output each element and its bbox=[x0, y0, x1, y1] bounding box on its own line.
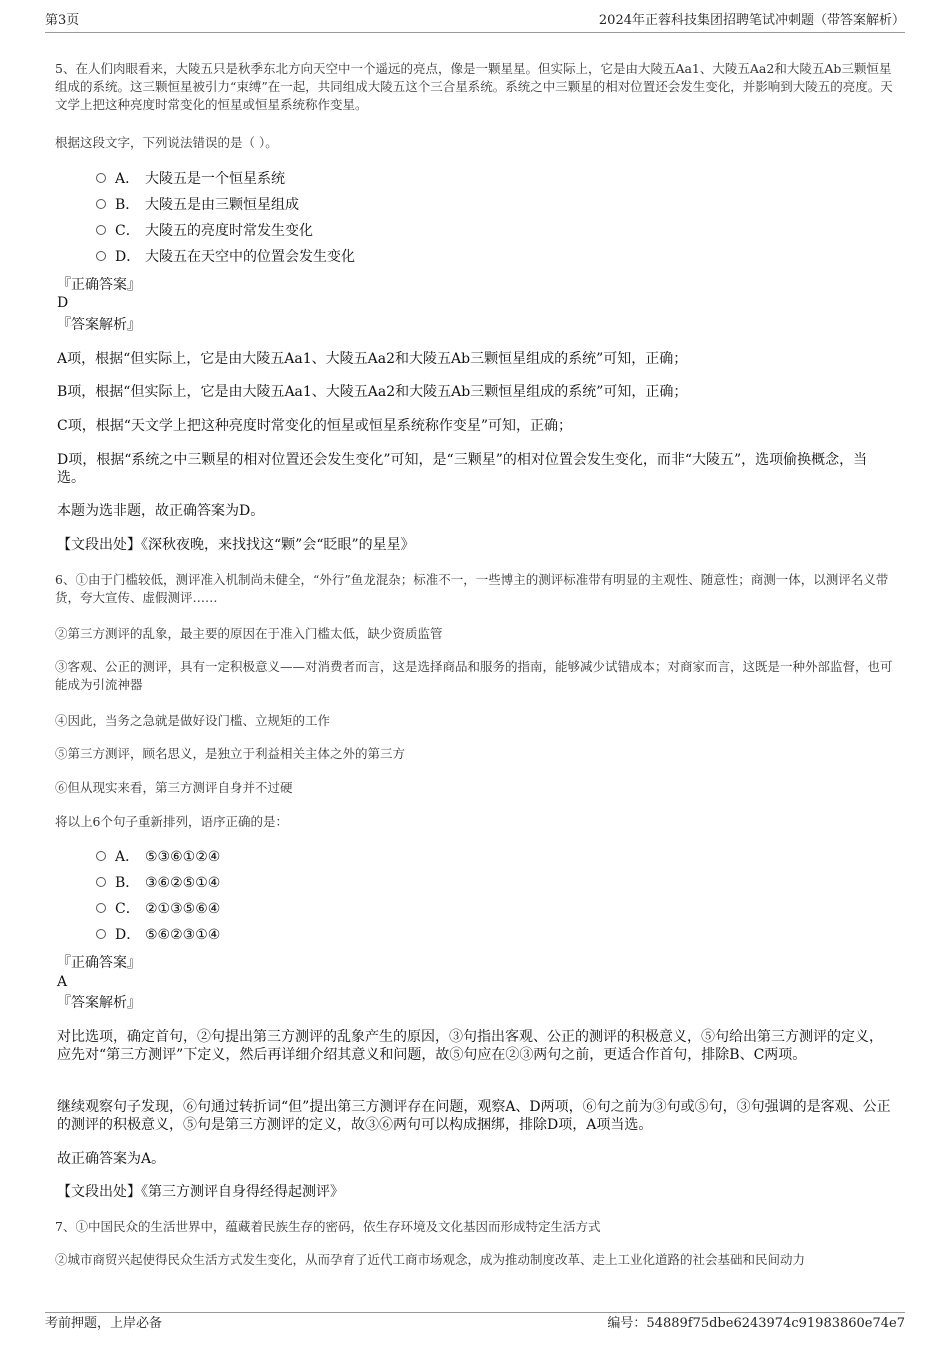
radio-icon[interactable] bbox=[96, 251, 106, 261]
q5-question: 根据这段文字，下列说法错误的是（ ）。 bbox=[55, 135, 278, 150]
q5-source: 【文段出处】《深秋夜晚，来找找这“颗”会“眨眼”的星星》 bbox=[57, 537, 415, 553]
page-number: 第3页 bbox=[45, 13, 80, 28]
q5-analysis-c: C项，根据“天文学上把这种亮度时常变化的恒星或恒星系统称作变星”可知，正确； bbox=[57, 418, 573, 434]
q6-sentence-4: ④因此，当务之急就是做好设门槛、立规矩的工作 bbox=[55, 713, 331, 728]
q6-sentence-6: ⑥但从现实来看，第三方测评自身并不过硬 bbox=[55, 780, 293, 795]
q5-option-d[interactable]: D． 大陵五在天空中的位置会发生变化 bbox=[96, 247, 355, 267]
q6-analysis-label: 『答案解析』 bbox=[57, 995, 141, 1011]
q5-stem: 5、在人们肉眼看来，大陵五只是秋季东北方向天空中一个遥远的亮点，像是一颗星星。但实际上，它是由大陵五Aa1、大陵五Aa2和大陵五Ab三颗恒星组成的系统。这三颗恒星被引力“束缚”在一起，共同组成大陵五这个三合星系统。系统之中三颗星的相对位置还会发生变化，并影响到大陵五的亮度。天文学上把这种亮度时常变化的恒星或恒星系统称作变星。 bbox=[55, 61, 893, 112]
q5-analysis-a: A项，根据“但实际上，它是由大陵五Aa1、大陵五Aa2和大陵五Ab三颗恒星组成的系统”可知，正确； bbox=[57, 351, 688, 367]
q5-analysis-d: D项，根据“系统之中三颗星的相对位置还会发生变化”可知，是“三颗星”的相对位置会发生变化，而非“大陵五”，选项偷换概念，当选。 bbox=[57, 452, 868, 486]
page-header bbox=[45, 10, 905, 33]
q6-question: 将以上6个句子重新排列，语序正确的是： bbox=[55, 814, 288, 829]
q6-option-d[interactable]: D． ⑤⑥②③①④ bbox=[96, 925, 220, 945]
q6-source: 【文段出处】《第三方测评自身得经得起测评》 bbox=[57, 1184, 344, 1200]
q6-sentence-3: ③客观、公正的测评，具有一定积极意义——对消费者而言，这是选择商品和服务的指南，能够减少试错成本；对商家而言，这既是一种外部监督，也可能成为引流神器 bbox=[55, 659, 893, 692]
q6-conclusion: 故正确答案为A。 bbox=[57, 1151, 166, 1167]
q5-analysis-b: B项，根据“但实际上，它是由大陵五Aa1、大陵五Aa2和大陵五Ab三颗恒星组成的系统”可知，正确； bbox=[57, 384, 688, 400]
radio-icon[interactable] bbox=[96, 225, 106, 235]
q6-option-c[interactable]: C． ②①③⑤⑥④ bbox=[96, 899, 220, 919]
q5-answer-label: 『正确答案』 bbox=[57, 277, 141, 293]
radio-icon[interactable] bbox=[96, 877, 106, 887]
q5-option-a[interactable]: A． 大陵五是一个恒星系统 bbox=[96, 169, 285, 189]
q7-sentence-1: 7、①中国民众的生活世界中，蕴藏着民族生存的密码，依生存环境及文化基因而形成特定生活方式 bbox=[55, 1219, 601, 1234]
radio-icon[interactable] bbox=[96, 929, 106, 939]
document-title: 2024年正蓉科技集团招聘笔试冲刺题（带答案解析） bbox=[598, 13, 905, 28]
q7-sentence-2: ②城市商贸兴起使得民众生活方式发生变化，从而孕育了近代工商市场观念，成为推动制度改革、走上工业化道路的社会基础和民间动力 bbox=[55, 1252, 806, 1267]
q6-sentence-2: ②第三方测评的乱象，最主要的原因在于准入门槛太低，缺少资质监管 bbox=[55, 626, 443, 641]
q5-conclusion: 本题为选非题，故正确答案为D。 bbox=[57, 503, 265, 519]
radio-icon[interactable] bbox=[96, 199, 106, 209]
q6-option-a[interactable]: A． ⑤③⑥①②④ bbox=[96, 847, 220, 867]
q5-answer: D bbox=[57, 295, 69, 311]
radio-icon[interactable] bbox=[96, 173, 106, 183]
q6-sentence-5: ⑤第三方测评，顾名思义，是独立于利益相关主体之外的第三方 bbox=[55, 746, 406, 761]
q6-option-b[interactable]: B． ③⑥②⑤①④ bbox=[96, 873, 220, 893]
q6-sentence-1: 6、①由于门槛较低，测评准入机制尚未健全，“外行”鱼龙混杂；标准不一，一些博主的测评标准带有明显的主观性、随意性；商测一体，以测评名义带货，夸大宣传、虚假测评…… bbox=[55, 572, 889, 605]
radio-icon[interactable] bbox=[96, 851, 106, 861]
footer-slogan: 考前押题，上岸必备 bbox=[45, 1316, 163, 1331]
q5-option-b[interactable]: B． 大陵五是由三颗恒星组成 bbox=[96, 195, 299, 215]
q5-analysis-label: 『答案解析』 bbox=[57, 317, 141, 333]
radio-icon[interactable] bbox=[96, 903, 106, 913]
q6-analysis-2: 继续观察句子发现，⑥句通过转折词“但”提出第三方测评存在问题，观察A、D两项，⑥句之前为③句或⑤句，③句强调的是客观、公正的测评的积极意义，⑤句是第三方测评的定义，故③⑥两句可以构成捆绑，排除D项，A项当选。 bbox=[57, 1099, 891, 1133]
footer-code: 编号：54889f75dbe6243974c91983860e74e7 bbox=[607, 1316, 905, 1331]
page-footer bbox=[45, 1312, 905, 1335]
q5-option-c[interactable]: C． 大陵五的亮度时常发生变化 bbox=[96, 221, 313, 241]
q6-answer-label: 『正确答案』 bbox=[57, 955, 141, 971]
q6-analysis-1: 对比选项，确定首句，②句提出第三方测评的乱象产生的原因，③句指出客观、公正的测评的积极意义，⑤句给出第三方测评的定义，应先对“第三方测评”下定义，然后再详细介绍其意义和问题，故⑤句应在②③两句之前，更适合作首句，排除B、C两项。 bbox=[57, 1029, 883, 1063]
q6-answer: A bbox=[57, 974, 68, 990]
